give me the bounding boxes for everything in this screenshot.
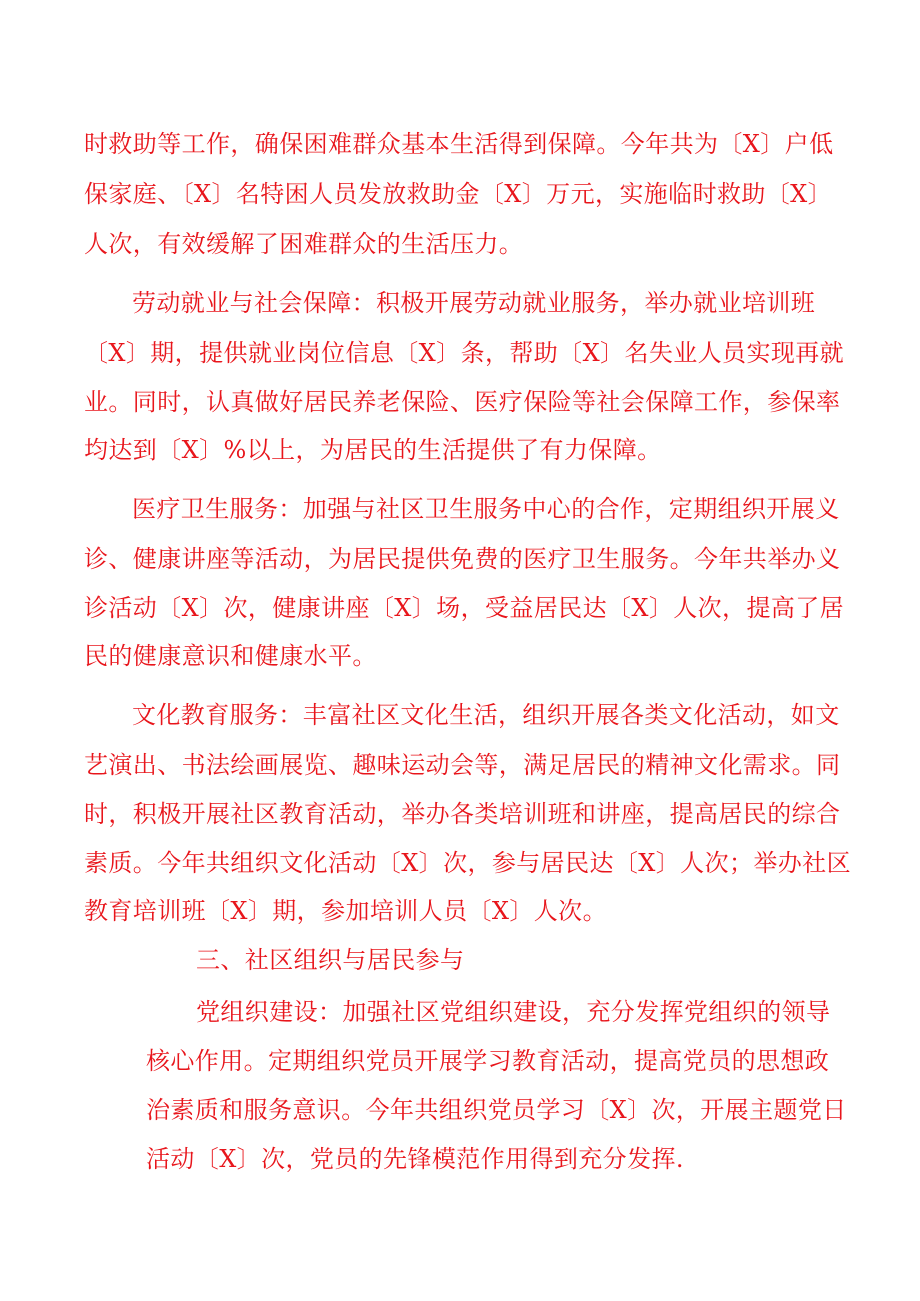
paragraph-line: 核心作用。定期组织党员开展学习教育活动，提高党员的思想政 xyxy=(146,1047,830,1075)
paragraph-line: 素质。今年共组织文化活动〔X〕次，参与居民达〔X〕人次；举办社区 xyxy=(84,849,851,877)
paragraph-line: 艺演出、书法绘画展览、趣味运动会等，满足居民的精神文化需求。同 xyxy=(84,751,841,779)
paragraph-line: 〔X〕期，提供就业岗位信息〔X〕条，帮助〔X〕名失业人员实现再就 xyxy=(84,339,845,367)
paragraph-line: 业。同时，认真做好居民养老保险、医疗保险等社会保障工作，参保率 xyxy=(84,388,841,416)
paragraph-line: 劳动就业与社会保障：积极开展劳动就业服务，举办就业培训班 xyxy=(132,289,816,317)
paragraph-line: 医疗卫生服务：加强与社区卫生服务中心的合作，定期组织开展义 xyxy=(132,495,840,523)
paragraph-line: 民的健康意识和健康水平。 xyxy=(84,642,377,670)
paragraph-line: 保家庭、〔X〕名特困人员发放救助金〔X〕万元，实施临时救助〔X〕 xyxy=(84,180,833,208)
paragraph-line: 人次，有效缓解了困难群众的生活压力。 xyxy=(84,230,524,258)
paragraph-line: 诊、健康讲座等活动，为居民提供免费的医疗卫生服务。今年共举办义 xyxy=(84,545,841,573)
paragraph-line: 均达到〔X〕%以上，为居民的生活提供了有力保障。 xyxy=(84,436,662,464)
paragraph-line: 文化教育服务：丰富社区文化生活，组织开展各类文化活动，如文 xyxy=(132,701,840,729)
paragraph-line: 时救助等工作，确保困难群众基本生活得到保障。今年共为〔X〕户低 xyxy=(84,130,834,158)
paragraph-line: 活动〔X〕次，党员的先锋模范作用得到充分发挥. xyxy=(146,1145,684,1173)
paragraph-line: 时，积极开展社区教育活动，举办各类培训班和讲座，提高居民的综合 xyxy=(84,800,841,828)
paragraph-line: 治素质和服务意识。今年共组织党员学习〔X〕次，开展主题党日 xyxy=(146,1096,847,1124)
paragraph-line: 党组织建设：加强社区党组织建设，充分发挥党组织的领导 xyxy=(196,998,831,1026)
paragraph-line: 诊活动〔X〕次，健康讲座〔X〕场，受益居民达〔X〕人次，提高了居 xyxy=(84,594,845,622)
section-heading: 三、社区组织与居民参与 xyxy=(196,946,465,974)
paragraph-line: 教育培训班〔X〕期，参加培训人员〔X〕人次。 xyxy=(84,897,607,925)
